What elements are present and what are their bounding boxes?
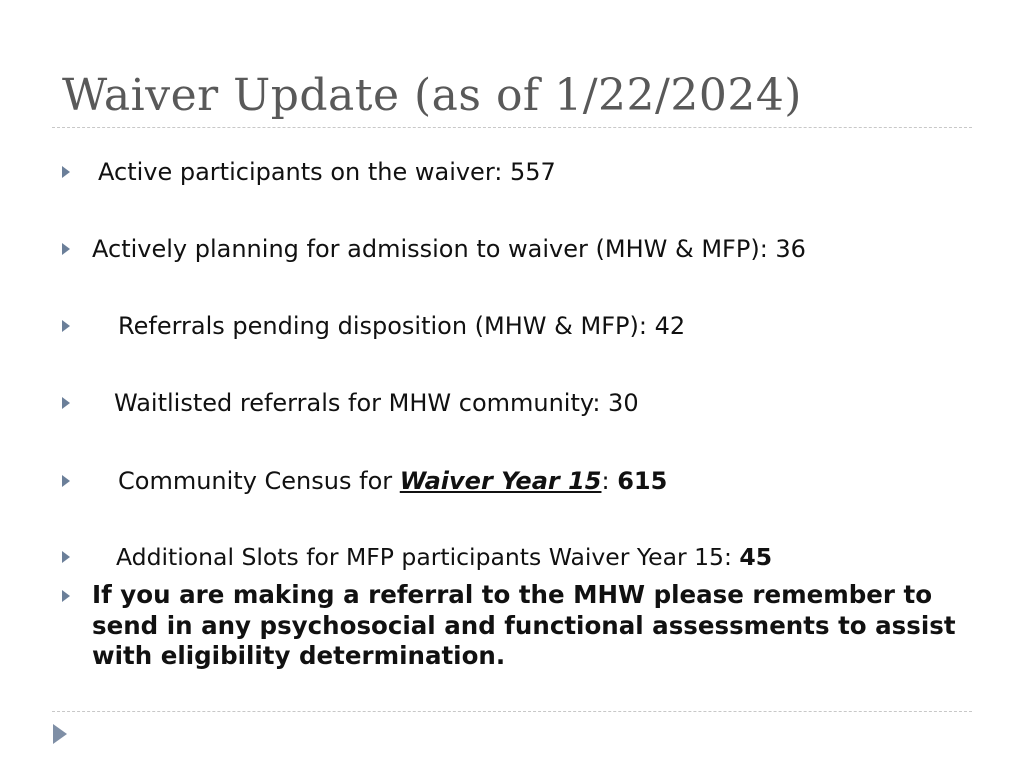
bullet-actively-planning: Actively planning for admission to waiver (MHW & MFP): 36 (92, 235, 806, 263)
community-census-prefix: Community Census for (118, 467, 400, 495)
triangle-right-icon (62, 475, 70, 487)
additional-slots-prefix: Additional Slots for MFP participants Waiver Year 15: (116, 543, 740, 571)
community-census-suffix: : (601, 467, 618, 495)
triangle-right-icon (62, 243, 70, 255)
triangle-right-icon (62, 590, 70, 602)
bullet-active-participants: Active participants on the waiver: 557 (98, 158, 556, 186)
slide-title: Waiver Update (as of 1/22/2024) (62, 70, 802, 121)
triangle-right-icon (62, 551, 70, 563)
bullet-referrals-pending: Referrals pending disposition (MHW & MFP): 42 (118, 312, 686, 340)
next-slide-arrow-icon[interactable] (53, 724, 67, 744)
additional-slots-value: 45 (739, 543, 773, 571)
waiver-year-emphasis: Waiver Year 15 (399, 467, 602, 495)
bullet-referral-reminder: If you are making a referral to the MHW please remember to send in any psychosocial and functional assessments to assist with eligibility determination. (92, 580, 956, 670)
bullet-community-census (118, 466, 667, 496)
triangle-right-icon (62, 166, 70, 178)
bullet-waitlisted-referrals: Waitlisted referrals for MHW community: 30 (114, 389, 639, 417)
triangle-right-icon (62, 320, 70, 332)
footer-divider (52, 711, 972, 712)
triangle-right-icon (62, 397, 70, 409)
bullet-additional-slots (116, 542, 772, 572)
title-divider (52, 127, 972, 128)
community-census-value: 615 (617, 467, 668, 495)
